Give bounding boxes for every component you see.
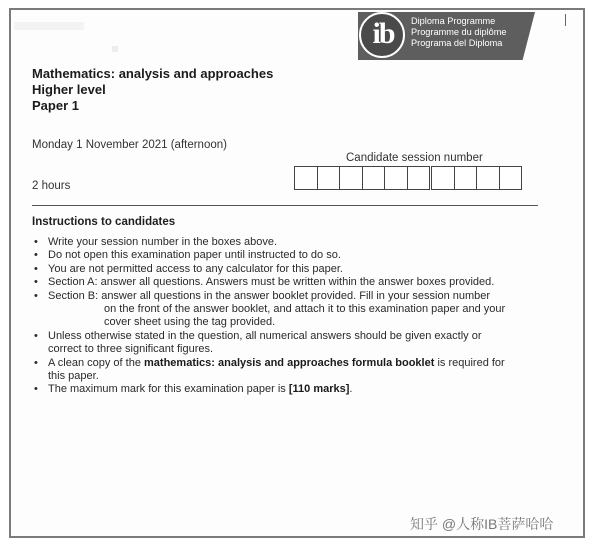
session-number-box[interactable] [431,166,455,190]
instructions-list [32,236,542,397]
instruction-text: Section A: answer all questions. Answers must be written within the answer boxes provided. [48,276,495,289]
list-item [32,276,542,289]
instruction-text: The maximum mark for this examination paper is [48,383,289,396]
instruction-text: Unless otherwise stated in the question, all numerical answers should be given exactly or [48,329,482,342]
instruction-text-continued: cover sheet using the tag provided. [104,316,276,329]
instruction-text: Section B: answer all questions in the answer booklet provided. Fill in your session number [48,289,491,302]
instruction-text: is required for [434,356,505,369]
instruction-text: . [349,383,353,396]
instruction-bold: [110 marks] [288,383,350,396]
ib-logo-mark: ib [372,17,394,50]
programme-name-es: Programa del Diploma [411,38,503,48]
scan-artifact [112,46,118,52]
exam-title [32,66,273,114]
instruction-text-continued: this paper. [48,370,99,383]
instructions-title: Instructions to candidates [32,216,176,228]
instruction-text: Do not open this examination paper until instructed to do so. [48,249,341,262]
list-item [32,357,542,384]
programme-name-en: Diploma Programme [411,16,496,26]
session-number-box[interactable] [384,166,408,190]
list-item [32,383,542,396]
instruction-text: You are not permitted access to any calculator for this paper. [48,262,343,275]
instruction-text: Write your session number in the boxes above. [48,236,278,248]
instruction-text-continued: correct to three significant figures. [48,343,214,356]
exam-subject: Mathematics: analysis and approaches [32,66,274,81]
candidate-session-boxes [295,166,522,190]
list-item [32,330,542,357]
exam-paper: Paper 1 [32,98,79,113]
session-number-box[interactable] [454,166,478,190]
instruction-text: A clean copy of the [48,356,145,369]
candidate-session-label: Candidate session number [346,152,483,164]
session-number-box[interactable] [339,166,363,190]
session-number-box[interactable] [362,166,386,190]
instruction-bold: mathematics: analysis and approaches formula booklet [144,356,435,369]
session-number-box[interactable] [499,166,523,190]
session-number-box[interactable] [317,166,341,190]
scan-artifact [14,22,84,30]
list-item [32,249,542,262]
scan-artifact [565,14,566,26]
list-item [32,263,542,276]
divider [32,205,538,206]
instruction-text-continued: on the front of the answer booklet, and attach it to this examination paper and your [104,303,506,316]
programme-name-fr: Programme du diplôme [411,27,507,37]
watermark-text: 知乎 @人称IB菩萨哈哈 [410,516,554,532]
exam-date: Monday 1 November 2021 (afternoon) [32,139,227,151]
session-number-box[interactable] [476,166,500,190]
list-item [32,236,542,249]
exam-level: Higher level [32,82,106,97]
ib-programme-names [411,16,507,49]
session-number-box[interactable] [407,166,431,190]
exam-duration: 2 hours [32,180,71,192]
list-item [32,290,542,330]
session-number-box[interactable] [294,166,318,190]
